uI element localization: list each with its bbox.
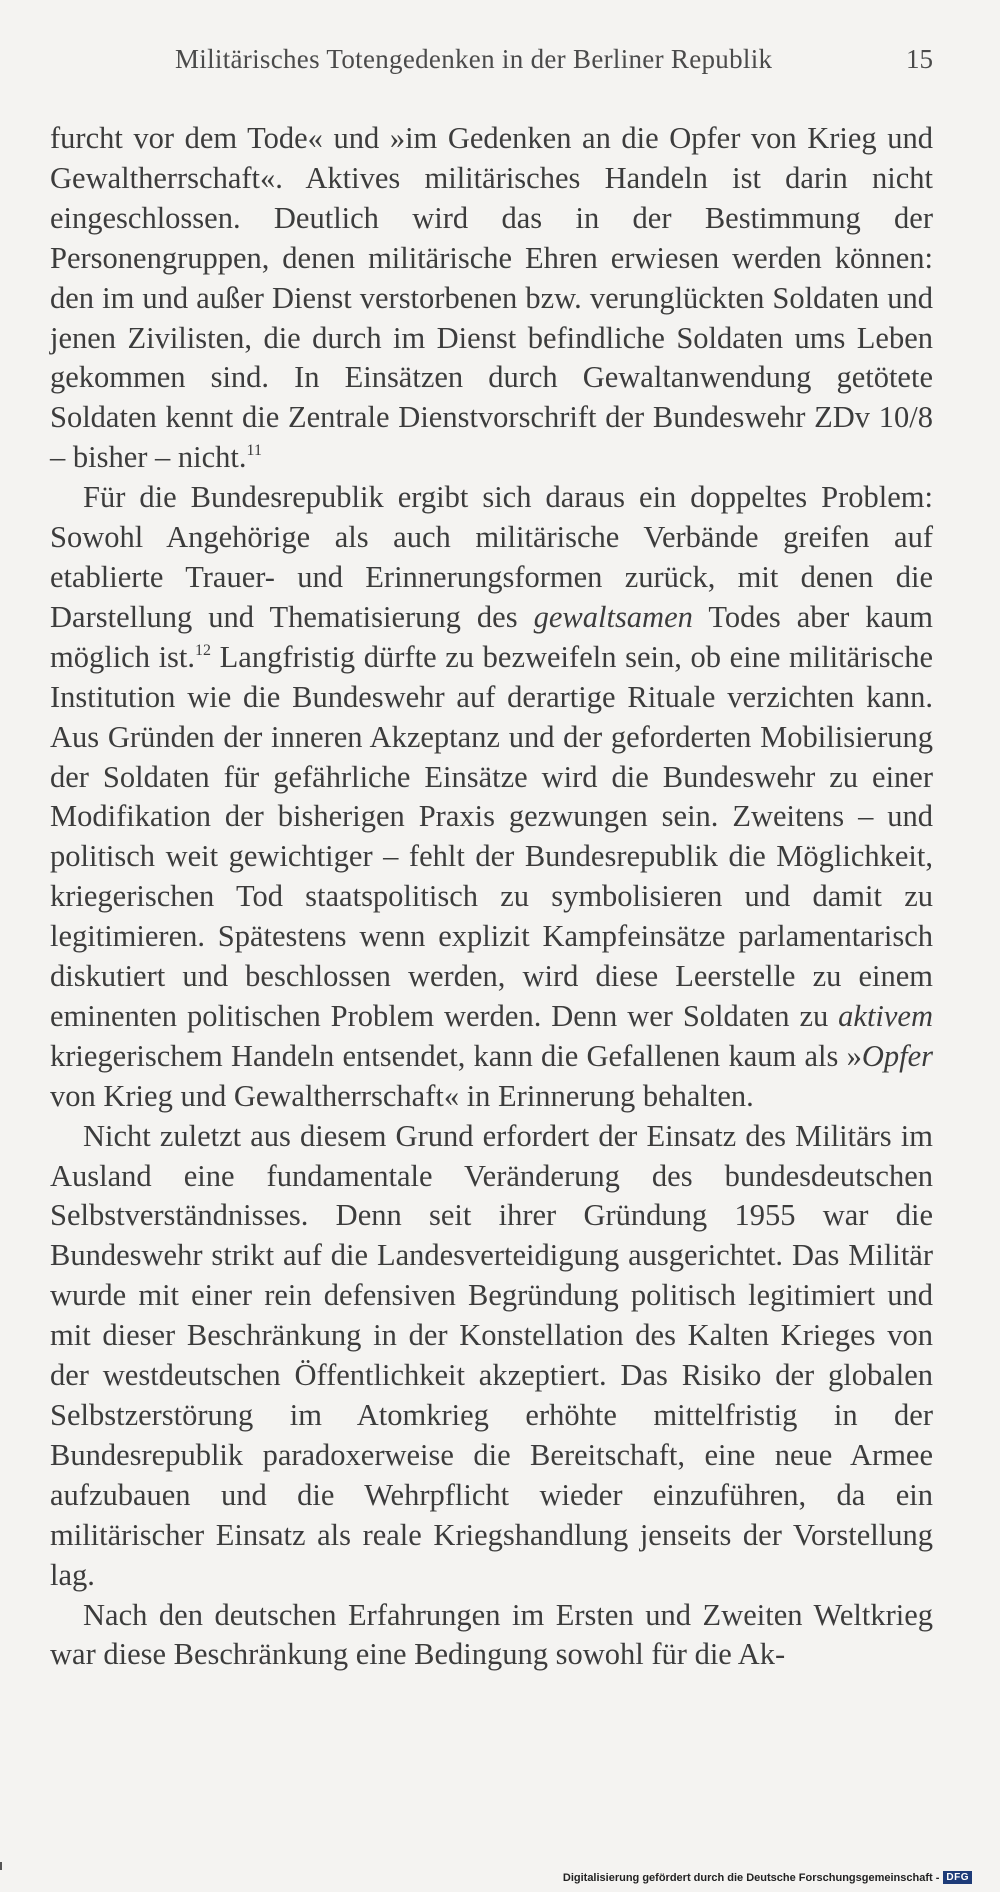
paragraph-3: Nicht zuletzt aus diesem Grund erfordert der Einsatz des Militärs im Ausland eine fundamentale Veränderung des bundesdeutschen Selbstverständnisses. Denn seit ihrer Gründung 1955 war die Bundeswehr strikt auf die Landesverteidigung ausgerichtet. Das Militär wurde mit einer rein defensiven Begründung politisch legitimiert und mit dieser Beschränkung in der Konstellation des Kalten Krieges von der westdeutschen Öffentlichkeit akzeptiert. Das Risiko der globalen Selbstzerstörung im Atomkrieg erhöhte mittelfristig in der Bundesrepublik paradoxerweise die Bereitschaft, eine neue Armee aufzubauen und die Wehrpflicht wieder einzuführen, da ein militärischer Einsatz als reale Kriegshandlung jenseits der Vorstellung lag. <box>50 1118 933 1592</box>
running-title: Militärisches Totengedenken in der Berliner Republik <box>175 44 773 74</box>
scan-edge-mark <box>0 1862 2 1870</box>
paragraph-2-text-b: Todes aber kaum möglich ist. <box>50 599 933 674</box>
body-text <box>50 119 933 1675</box>
paragraph-1 <box>50 119 933 478</box>
paragraph-1-text: furcht vor dem Tode« und »im Gedenken an die Opfer von Krieg und Gewaltherrschaft«. Aktives militärisches Handeln ist darin nicht eingeschlossen. Deutlich wird das in der Bestimmung der Personengruppen, denen militärische Ehren erwiesen werden können: den im und außer Dienst verstorbenen bzw. verunglückten Soldaten und jenen Zivilisten, die durch im Dienst befindliche Soldaten ums Leben gekommen sind. In Einsätzen durch Gewaltanwendung getötete Soldaten kennt die Zentrale Dienstvorschrift der Bundeswehr ZDv 10/8 – bisher – nicht. <box>50 121 933 475</box>
dfg-logo: DFG <box>943 1871 972 1884</box>
page-number: 15 <box>906 44 933 74</box>
paragraph-2-text-d: kriegerischem Handeln entsendet, kann die Gefallenen kaum als » <box>50 1038 862 1073</box>
credit-text: Digitalisierung gefördert durch die Deutsche Forschungsgemeinschaft - <box>562 1871 940 1884</box>
emphasis-gewaltsamen: gewaltsamen <box>533 599 693 634</box>
footnote-marker-12[interactable]: 12 <box>195 641 212 659</box>
page-header <box>50 44 933 84</box>
digitization-credit <box>563 1871 972 1884</box>
paragraph-2-text-c: Langfristig dürfte zu bezweifeln sein, ob eine militärische Institution wie die Bundeswehr auf derartige Rituale verzichten kann. Aus Gründen der inneren Akzeptanz und der geforderten Mobilisierung der Soldaten für gefährliche Einsätze wird die Bundeswehr zu einer Modifikation der bisherigen Praxis gezwungen sein. Zweitens – und politisch weit gewichtiger – fehlt der Bundesrepublik die Möglichkeit, kriegerischen Tod staatspolitisch zu symbolisieren und damit zu legitimieren. Spätestens wenn explizit Kampfeinsätze parlamentarisch diskutiert und beschlossen werden, wird diese Leerstelle zu einem eminenten politischen Problem werden. Denn wer Soldaten zu <box>50 639 933 1033</box>
footnote-marker-11[interactable]: 11 <box>246 442 262 460</box>
emphasis-aktivem: aktivem <box>838 998 933 1033</box>
paragraph-2 <box>50 478 933 1117</box>
paragraph-2-text-a: Für die Bundesrepublik ergibt sich daraus ein doppeltes Problem: Sowohl Angehörige als auch militärische Verbände greifen auf etablierte Trauer- und Erinnerungsformen zurück, mit denen die Darstellung und Thematisierung des <box>50 480 933 634</box>
paragraph-2-text-e: von Krieg und Gewaltherrschaft« in Erinnerung behalten. <box>50 1078 754 1113</box>
emphasis-opfer: Opfer <box>861 1038 933 1073</box>
paragraph-4: Nach den deutschen Erfahrungen im Ersten und Zweiten Weltkrieg war diese Beschränkung eine Bedingung sowohl für die Ak- <box>50 1597 933 1672</box>
